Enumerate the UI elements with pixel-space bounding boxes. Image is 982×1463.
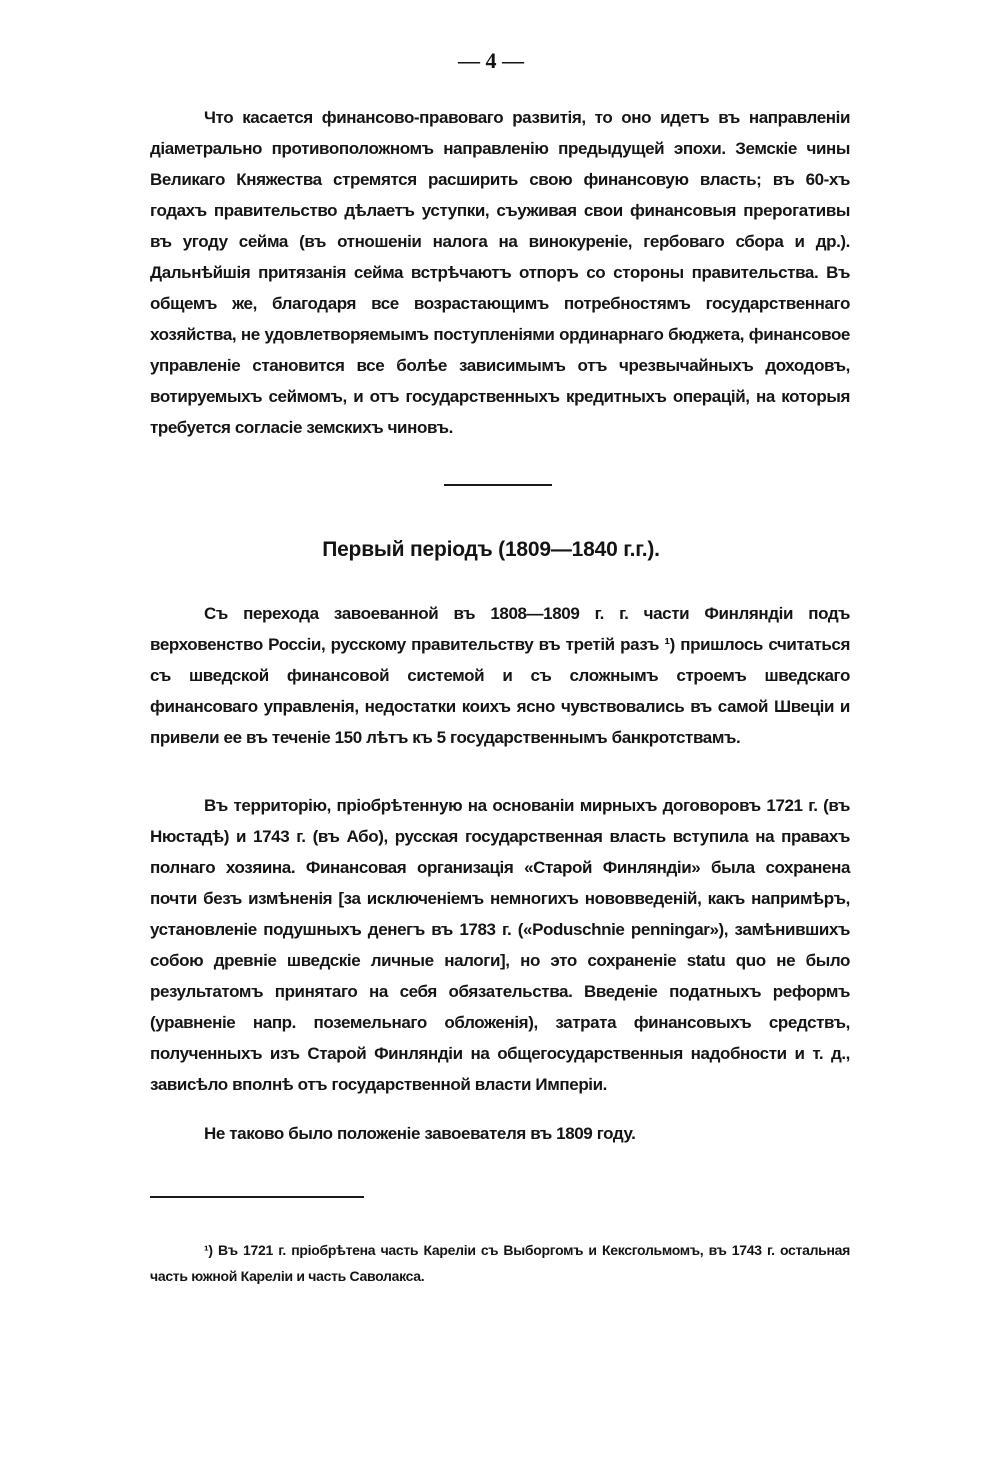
body-paragraph: Въ территорію, пріобрѣтенную на основаніи мирныхъ договоровъ 1721 г. (въ Нюстадѣ) и 1743 г. (въ Або), русская государственная власть вступила на правахъ полнаго хозяина. Финансовая организація «Старой Финляндіи» была сохранена почти безъ измѣненія [за исключеніемъ немногихъ нововведеній, какъ напримѣръ, установленіе подушныхъ денегъ въ 1783 г. («Poduschnie penningar»), замѣнившихъ собою древніе шведскіе личные налоги], но это сохраненіе statu quo не было результатомъ принятаго на себя обязательства. Введеніе податныхъ реформъ (уравненіе напр. поземельнаго обложенія), затрата финансовыхъ средствъ, полученныхъ изъ Старой Финляндіи на общегосударственныя надобности и т. д., зависѣло вполнѣ отъ государственной власти Имперіи. [150,796,850,1094]
intro-paragraph: Что касается финансово-правоваго развитія, то оно идетъ въ направленіи діаметрально противоположномъ направленію предыдущей эпохи. Земскіе чины Великаго Княжества стремятся расширить свою финансовую власть; въ 60-хъ годахъ правительство дѣлаетъ уступки, съуживая свои финансовыя прерогативы въ угоду сейма (въ отношеніи налога на винокуреніе, гербоваго сбора и др.). Дальнѣйшія притязанія сейма встрѣчаютъ отпоръ со стороны правительства. Въ общемъ же, благодаря все возрастающимъ потребностямъ государственнаго хозяйства, не удовлетворяемымъ поступленіями ординарнаго бюджета, финансовое управленіе становится все болѣе зависимымъ отъ чрезвычайныхъ доходовъ, вотируемыхъ сеймомъ, и отъ государственныхъ кредитныхъ операцій, на которыя требуется согласіе земскихъ чиновъ. [150,108,850,437]
page-number: — 4 — [458,48,524,73]
section-divider [444,484,552,486]
footnote-text: ¹) Въ 1721 г. пріобрѣтена часть Кареліи съ Выборгомъ и Кексгольмомъ, въ 1743 г. остальная часть южной Кареліи и часть Саволакса. [150,1242,850,1284]
paragraph-block [150,598,850,753]
body-paragraph: Съ перехода завоеванной въ 1808—1809 г. г. части Финляндіи подъ верховенство Россіи, русскому правительству въ третій разъ ¹) пришлось считаться съ шведской финансовой системой и съ сложнымъ строемъ шведскаго финансоваго управленія, недостатки коихъ ясно чувствовались въ самой Швеціи и привели ее въ теченіе 150 лѣтъ къ 5 государственнымъ банкротствамъ. [150,604,850,747]
paragraph-block [150,1118,850,1149]
body-paragraph: Не таково было положеніе завоевателя въ 1809 году. [204,1124,636,1143]
footnote [150,1237,850,1289]
section-heading: Первый періодъ (1809—1840 г.г.). [322,538,660,561]
footnote-divider [150,1196,364,1198]
intro-block [150,102,850,443]
paragraph-block [150,790,850,1100]
